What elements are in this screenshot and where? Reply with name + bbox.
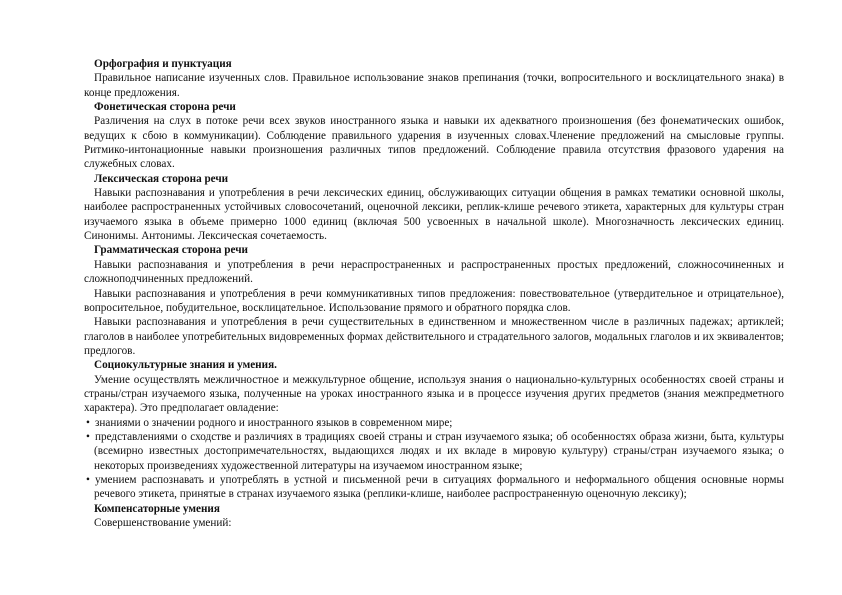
heading-orthography: Орфография и пунктуация xyxy=(94,58,232,70)
heading-phonetics: Фонетическая сторона речи xyxy=(94,101,236,114)
paragraph-compensatory: Совершенствование умений: xyxy=(94,517,232,529)
paragraph-phonetics: Различения на слух в потоке речи всех звуков иностранного языка и навыки их адекватного произношения (без фонематических ошибок, ведущих к сбою в коммуникации). Соблюдение правильного ударения в изученных словах.Членение предложений на смысловые группы. Ритмико-интонационные навыки произношения различных типов предложений. Соблюдение правила отсутствия фразового ударения на служебных словах. xyxy=(84,115,784,171)
paragraph-grammar-3: Навыки распознавания и употребления в речи существительных в единственном и множественном числе в различных падежах; артиклей; глаголов в наиболее употребительных видовременных формах действительного и страдательного залогов, модальных глаголов и их эквивалентов; предлогов. xyxy=(84,316,784,357)
heading-lexical: Лексическая сторона речи xyxy=(94,172,229,185)
paragraph-grammar-1: Навыки распознавания и употребления в речи нераспространенных и распространенных простых предложений, сложносочиненных и сложноподчиненных предложений. xyxy=(84,258,784,286)
list-item xyxy=(84,416,784,430)
heading-sociocultural: Социокультурные знания и умения. xyxy=(94,359,277,372)
document-body xyxy=(84,57,784,530)
list-item-text: умением распознавать и употреблять в устной и письменной речи в ситуациях формального и неформального общения основные нормы речевого этикета, принятые в странах изучаемого языка (реплики-клише, наиболее распространенную оценочную лексику); xyxy=(94,473,784,501)
paragraph-lexical: Навыки распознавания и употребления в речи лексических единиц, обслуживающих ситуации общения в рамках тематики основной школы, наиболее распространенных устойчивых словосочетаний, оценочной лексики, реплик-клише речевого этикета, характерных для культуры стран изучаемого языка в объеме примерно 1000 единиц (включая 500 усвоенных в начальной школе). Многозначность лексических единиц. Синонимы. Антонимы. Лексическая сочетаемость. xyxy=(84,187,784,243)
bullet-icon: • xyxy=(86,473,90,486)
list-item-text: знаниями о значении родного и иностранного языков в современном мире; xyxy=(95,416,453,429)
paragraph-sociocultural: Умение осуществлять межличностное и межкультурное общение, используя знания о национально-культурных особенностях своей страны и страны/стран изучаемого языка, полученные на уроках иностранного языка и в процессе изучения других предметов (знания межпредметного характера). Это предполагает овладение: xyxy=(84,373,784,415)
bullet-icon: • xyxy=(86,430,90,443)
list-item xyxy=(84,430,784,473)
heading-compensatory: Компенсаторные умения xyxy=(94,502,220,515)
list-item-text: представлениями о сходстве и различиях в традициях своей страны и стран изучаемого языка; об особенностях образа жизни, быта, культуры (всемирно известных достопримечательностях, выдающихся людях и их вкладе в мировую культуру) страны/стран изучаемого языка; о некоторых произведениях художественной литературы на изучаемом иностранном языке; xyxy=(94,430,784,472)
bullet-icon: • xyxy=(86,416,90,429)
heading-grammar: Грамматическая сторона речи xyxy=(94,244,248,257)
paragraph-orthography: Правильное написание изученных слов. Правильное использование знаков препинания (точки, вопросительного и восклицательного знака) в конце предложения. xyxy=(84,72,784,99)
paragraph-grammar-2: Навыки распознавания и употребления в речи коммуникативных типов предложения: повествовательное (утвердительное и отрицательное), вопросительное, побудительное, восклицательное. Использование прямого и обратного порядка слов. xyxy=(84,287,784,314)
list-item xyxy=(84,473,784,502)
